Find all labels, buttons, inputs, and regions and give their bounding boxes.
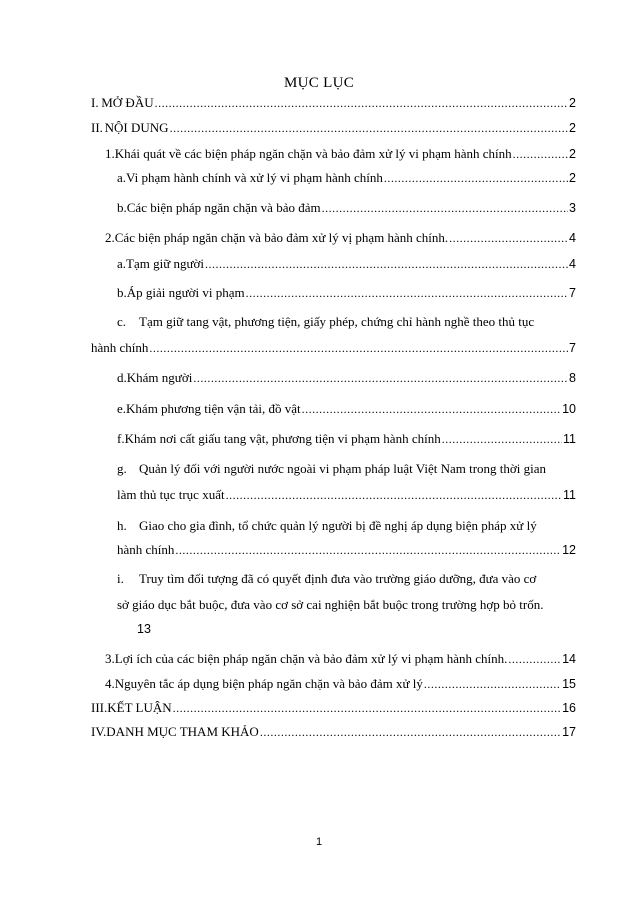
toc-text-continuation: hành chính [91,340,149,355]
leader-dots [205,256,568,272]
toc-entry-tam-giu-tang-vat[interactable] [117,314,534,330]
leader-dots [442,431,562,447]
toc-marker: 3. [105,651,115,666]
toc-page-number: 8 [569,371,576,385]
toc-text: Truy tìm đối tượng đã có quyết định đưa vào trường giáo dưỡng, đưa vào cơ [139,571,537,586]
toc-entry-bien-phap-ngan-chan[interactable] [105,230,576,246]
toc-marker: e. [117,401,127,416]
toc-text: Khám nơi cất giấu tang vật, phương tiện vi phạm hành chính [124,431,441,446]
leader-dots [508,651,561,667]
toc-page-number: 16 [562,701,576,715]
toc-entry-ap-giai[interactable] [117,285,576,301]
toc-page-number: 2 [569,121,576,135]
leader-dots [149,340,568,356]
toc-marker: IV. [91,724,107,739]
toc-entry-kham-phuong-tien[interactable] [117,401,576,417]
toc-text: Các biện pháp ngăn chặn và bảo đảm xử lý vị phạm hành chính. [114,230,449,245]
toc-marker: h. [117,518,127,533]
leader-dots [513,146,568,162]
toc-page-number: 7 [569,286,576,300]
toc-entry-tam-giu-nguoi[interactable] [117,256,576,272]
leader-dots [424,676,561,692]
toc-marker: c. [117,314,127,329]
footer-page-number: 1 [315,836,323,848]
toc-page-number: 17 [562,725,576,739]
toc-page-number: 4 [569,231,576,245]
toc-marker: i. [117,571,124,586]
toc-entry-vi-pham-hanh-chinh[interactable] [117,170,576,186]
toc-entry-danh-muc-tham-khao[interactable] [91,724,576,740]
toc-marker: f. [117,431,125,446]
toc-entry-loi-ich[interactable] [105,651,576,667]
toc-page-number: 2 [569,147,576,161]
toc-entry-giao-cho-gia-dinh-cont[interactable] [117,542,576,558]
toc-page-number: 11 [563,432,576,446]
toc-entry-cac-bien-phap[interactable] [117,200,576,216]
toc-marker: 2. [105,230,115,245]
leader-dots [170,120,568,136]
toc-text-continuation: hành chính [117,542,175,557]
toc-entry-nguyen-tac[interactable] [105,676,576,692]
toc-page-number: 11 [563,488,576,502]
toc-text: Áp giải người vi phạm [126,285,245,300]
toc-marker: III. [91,700,108,715]
toc-entry-kham-nguoi[interactable] [117,370,576,386]
toc-page-number: 4 [569,257,576,271]
toc-entry-mo-dau[interactable] [91,95,576,111]
toc-entry-kham-noi-cat-giau[interactable] [117,431,576,447]
leader-dots [155,95,568,111]
toc-entry-truy-tim[interactable] [117,571,536,587]
leader-dots [302,401,561,417]
toc-entry-ket-luan[interactable] [91,700,576,716]
toc-page-number: 3 [569,201,576,215]
leader-dots [193,370,568,386]
toc-title: MỤC LỤC [283,75,355,91]
leader-dots [246,285,568,301]
toc-marker: d. [117,370,127,385]
toc-text-continuation: sở giáo dục bắt buộc, đưa vào cơ sở cai nghiện bắt buộc trong trường hợp bỏ trốn. [117,597,544,612]
toc-text: Lợi ích của các biện pháp ngăn chặn và bảo đảm xử lý vi phạm hành chính. [114,651,508,666]
toc-text: Khám phương tiện vận tải, đồ vật [126,401,301,416]
toc-text: Quản lý đối với người nước ngoài vi phạm pháp luật Việt Nam trong thời gian [139,461,547,476]
toc-text: Khái quát về các biện pháp ngăn chặn và bảo đảm xử lý vi phạm hành chính [114,146,512,161]
toc-page-number: 12 [562,543,576,557]
toc-text: Các biện pháp ngăn chặn và bảo đảm [126,200,321,215]
leader-dots [173,700,561,716]
toc-text: KẾT LUẬN [107,700,172,715]
leader-dots [226,487,562,503]
toc-text: Khám người [126,370,193,385]
leader-dots [322,200,568,216]
toc-entry-tam-giu-tang-vat-cont[interactable] [91,340,576,356]
toc-page-number: 15 [562,677,576,691]
toc-marker: 4. [105,676,115,691]
toc-marker: b. [117,285,127,300]
toc-page-number: 10 [562,402,576,416]
toc-text: NỘI DUNG [104,120,169,135]
toc-marker: a. [117,256,127,271]
toc-entry-giao-cho-gia-dinh[interactable] [117,518,537,534]
toc-marker: 1. [105,146,115,161]
toc-entry-quan-ly-nguoi-nuoc-ngoai[interactable] [117,461,546,477]
toc-entry-quan-ly-nguoi-nuoc-ngoai-cont[interactable] [117,487,576,503]
toc-marker: II. [91,120,103,135]
toc-text-continuation: làm thủ tục trục xuất [117,487,225,502]
toc-marker: g. [117,461,127,476]
toc-text: MỞ ĐẦU [101,95,154,110]
leader-dots [384,170,568,186]
toc-text: Tạm giữ tang vật, phương tiện, giấy phép, chứng chỉ hành nghề theo thủ tục [139,314,535,329]
toc-page-number: 2 [569,96,576,110]
toc-page-number: 13 [137,622,151,636]
toc-marker: b. [117,200,127,215]
toc-text: Giao cho gia đình, tổ chức quản lý người bị đề nghị áp dụng biện pháp xử lý [139,518,537,533]
toc-marker: I. [91,95,99,110]
toc-entry-truy-tim-page[interactable] [137,621,151,637]
toc-marker: a. [117,170,127,185]
leader-dots [175,542,561,558]
toc-text: DANH MỤC THAM KHẢO [106,724,259,739]
toc-page-number: 7 [569,341,576,355]
toc-text: Nguyên tắc áp dụng biện pháp ngăn chặn và bảo đảm xử lý [114,676,423,691]
toc-entry-noi-dung[interactable] [91,120,576,136]
toc-text: Tạm giữ người [126,256,205,271]
toc-page-number: 14 [562,652,576,666]
toc-page-number: 2 [569,171,576,185]
leader-dots [449,230,568,246]
leader-dots [260,724,561,740]
toc-entry-khai-quat[interactable] [105,146,576,162]
toc-entry-truy-tim-cont[interactable] [117,597,543,613]
toc-text: Vi phạm hành chính và xử lý vi phạm hành chính [126,170,383,185]
